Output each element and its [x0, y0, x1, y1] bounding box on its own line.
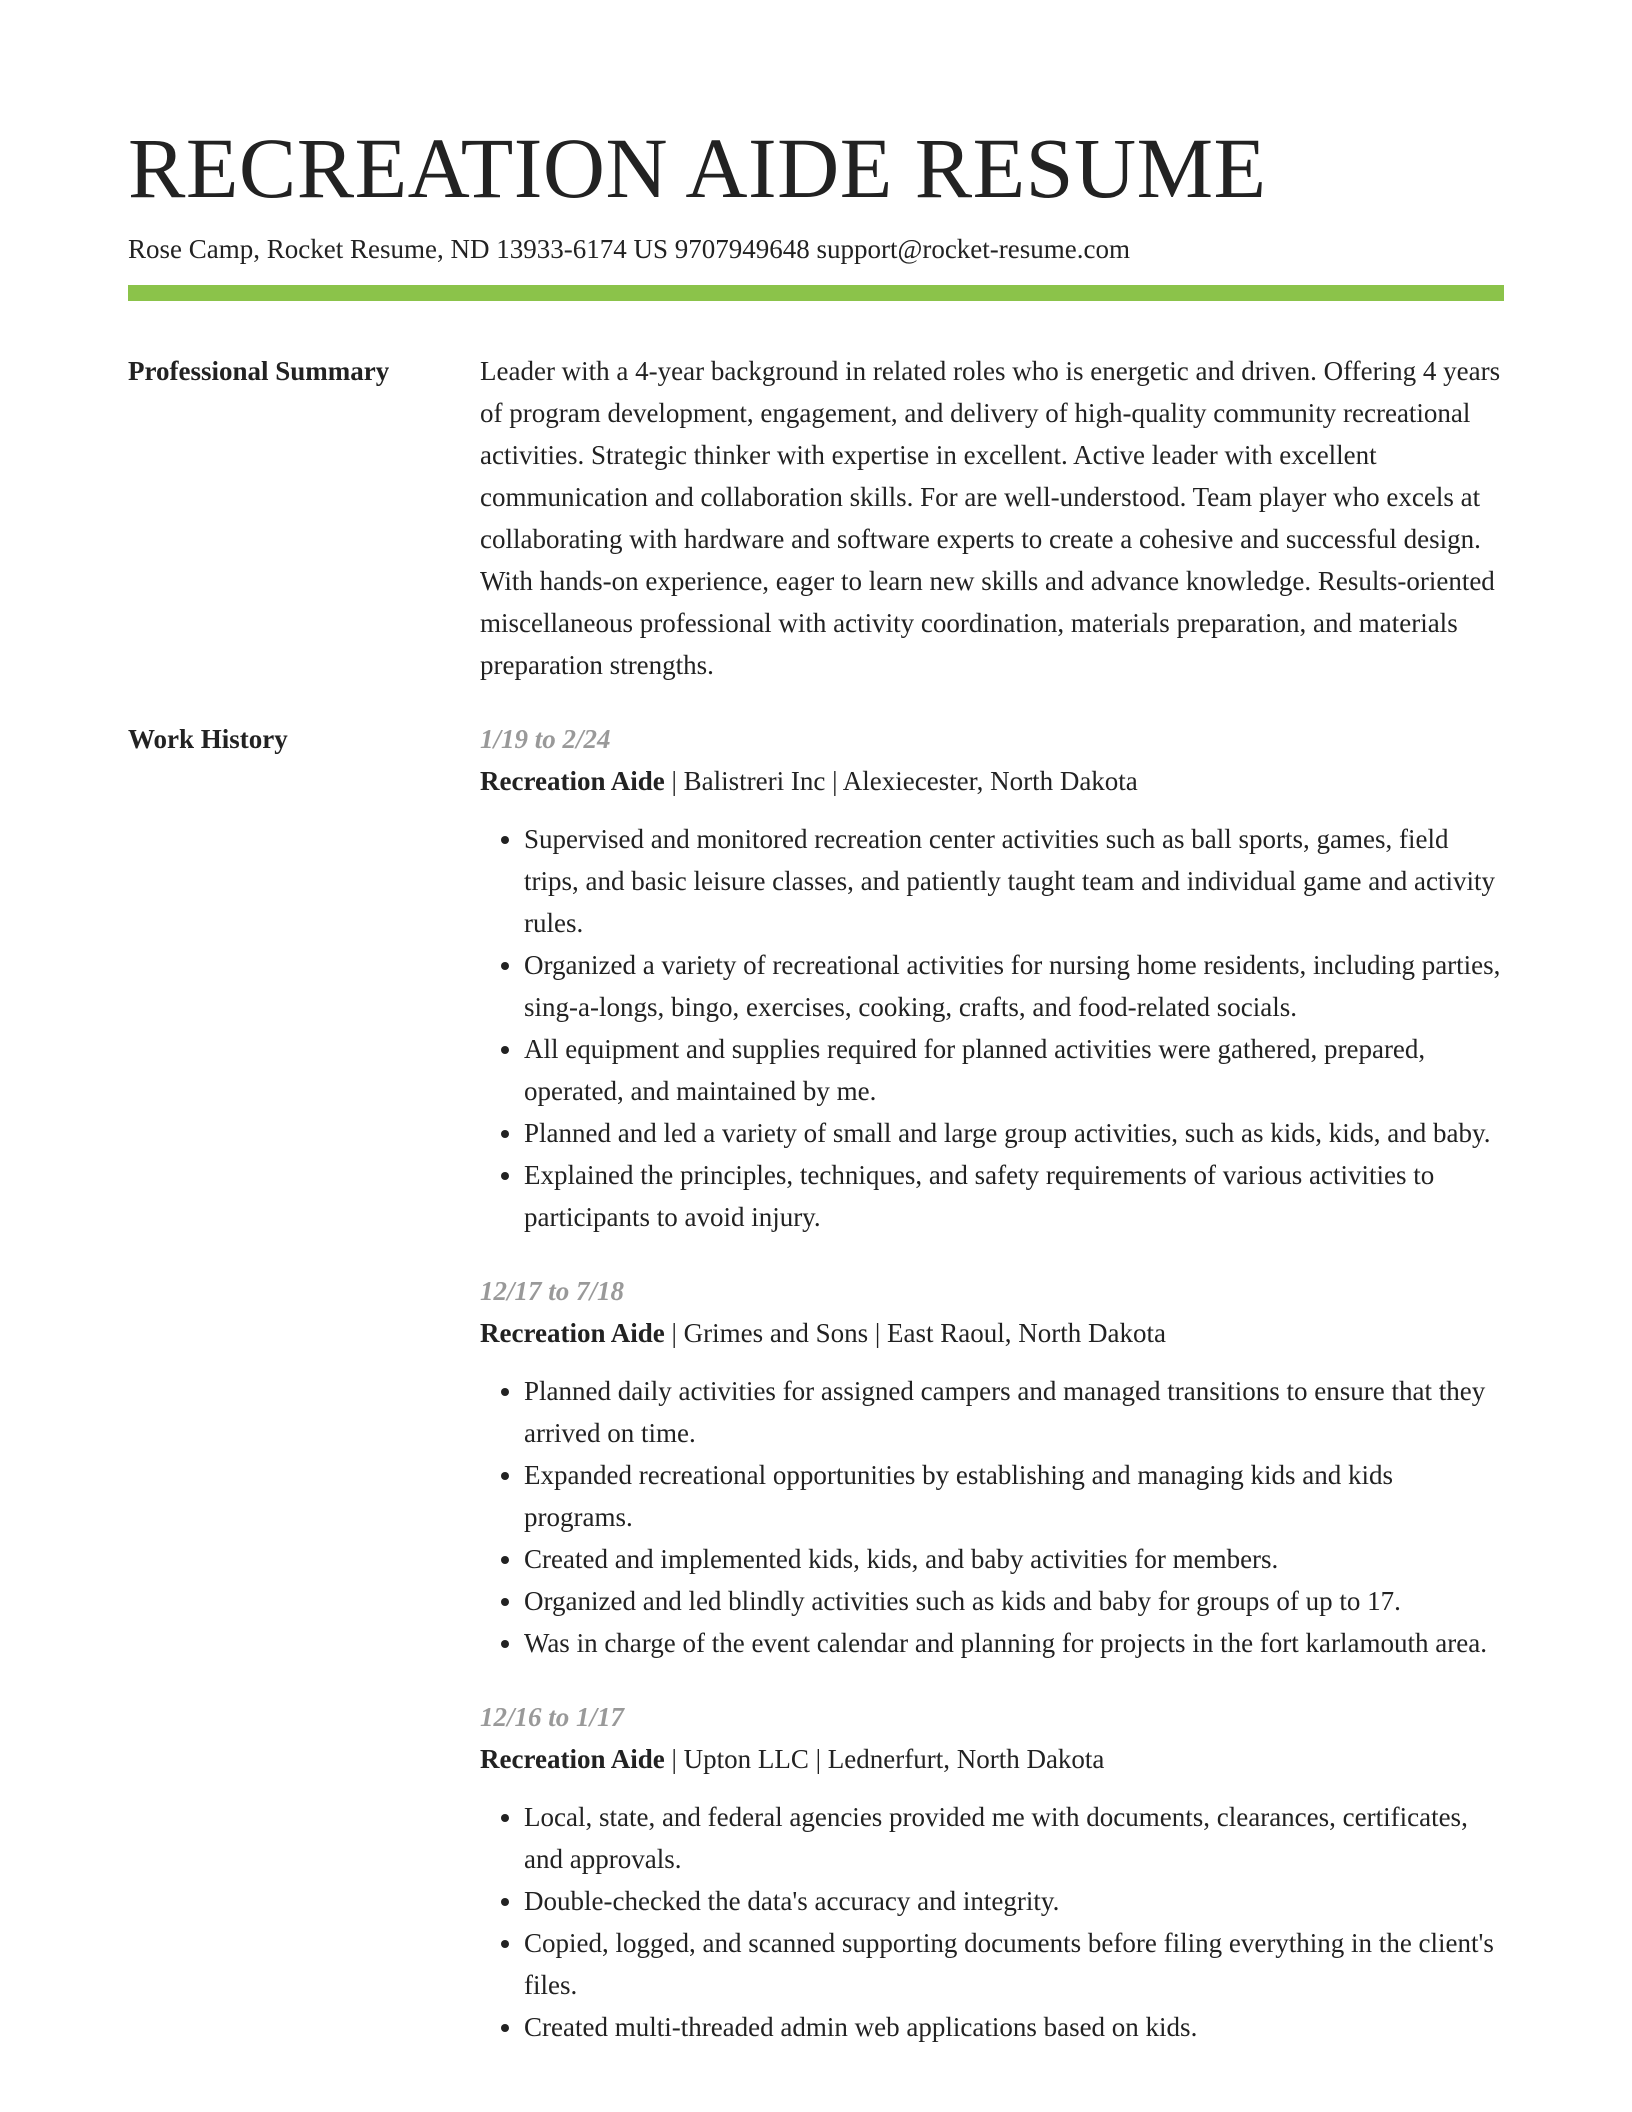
resume-title: RECREATION AIDE RESUME	[128, 120, 1267, 216]
job-bullets	[480, 1370, 1506, 1664]
job-details: | Upton LLC | Lednerfurt, North Dakota	[664, 1744, 1105, 1774]
job-bullet: • Local, state, and federal agencies provided me with documents, clearances, certificates, and approvals.	[524, 1796, 1506, 1880]
job-bullet: • Double-checked the data's accuracy and integrity.	[524, 1880, 1506, 1922]
work-history-section-label: Work History	[128, 724, 288, 754]
job-entry	[480, 718, 1506, 1238]
work-history-list	[480, 718, 1506, 2080]
job-bullet: • Created multi-threaded admin web applications based on kids.	[524, 2006, 1506, 2048]
job-entry	[480, 1696, 1506, 2048]
job-dates: 1/19 to 2/24	[480, 724, 611, 754]
job-bullets	[480, 818, 1506, 1238]
job-bullet: • Explained the principles, techniques, and safety requirements of various activities to participants to avoid injury.	[524, 1154, 1506, 1238]
job-bullet: • Planned and led a variety of small and large group activities, such as kids, kids, and baby.	[524, 1112, 1506, 1154]
job-bullets	[480, 1796, 1506, 2048]
job-bullet: • Organized and led blindly activities such as kids and baby for groups of up to 17.	[524, 1580, 1506, 1622]
accent-divider	[128, 285, 1504, 301]
summary-text: Leader with a 4-year background in related roles who is energetic and driven. Offering 4 years of program development, engagement, and delivery of high-quality community recreational activities. Strategic thinker with expertise in excellent. Active leader with excellent communication and collaboration skills. For are well-understood. Team player who excels at collaborating with hardware and software experts to create a cohesive and successful design. With hands-on experience, eager to learn new skills and advance knowledge. Results-oriented miscellaneous professional with activity coordination, materials preparation, and materials preparation strengths.	[480, 356, 1501, 680]
contact-info: Rose Camp, Rocket Resume, ND 13933-6174 US 9707949648 support@rocket-resume.com	[128, 234, 1130, 264]
job-bullet: • Was in charge of the event calendar and planning for projects in the fort karlamouth area.	[524, 1622, 1506, 1664]
job-title: Recreation Aide	[480, 766, 665, 796]
summary-section-label: Professional Summary	[128, 356, 390, 386]
job-bullet: • Planned daily activities for assigned campers and managed transitions to ensure that they arrived on time.	[524, 1370, 1506, 1454]
job-bullet: • Organized a variety of recreational activities for nursing home residents, including parties, sing-a-longs, bingo, exercises, cooking, crafts, and food-related socials.	[524, 944, 1506, 1028]
job-bullet: • Created and implemented kids, kids, and baby activities for members.	[524, 1538, 1506, 1580]
job-bullet: • All equipment and supplies required for planned activities were gathered, prepared, operated, and maintained by me.	[524, 1028, 1506, 1112]
job-bullet: • Expanded recreational opportunities by establishing and managing kids and kids programs.	[524, 1454, 1506, 1538]
job-dates: 12/16 to 1/17	[480, 1702, 625, 1732]
job-heading	[480, 760, 1506, 802]
job-title: Recreation Aide	[480, 1744, 665, 1774]
job-details: | Balistreri Inc | Alexiecester, North Dakota	[664, 766, 1138, 796]
job-bullet: • Copied, logged, and scanned supporting documents before filing everything in the client's files.	[524, 1922, 1506, 2006]
job-bullet: • Supervised and monitored recreation center activities such as ball sports, games, field trips, and basic leisure classes, and patiently taught team and individual game and activity rules.	[524, 818, 1506, 944]
job-heading	[480, 1312, 1506, 1354]
job-title: Recreation Aide	[480, 1318, 665, 1348]
job-heading	[480, 1738, 1506, 1780]
job-entry	[480, 1270, 1506, 1664]
job-dates: 12/17 to 7/18	[480, 1276, 625, 1306]
job-details: | Grimes and Sons | East Raoul, North Dakota	[664, 1318, 1166, 1348]
